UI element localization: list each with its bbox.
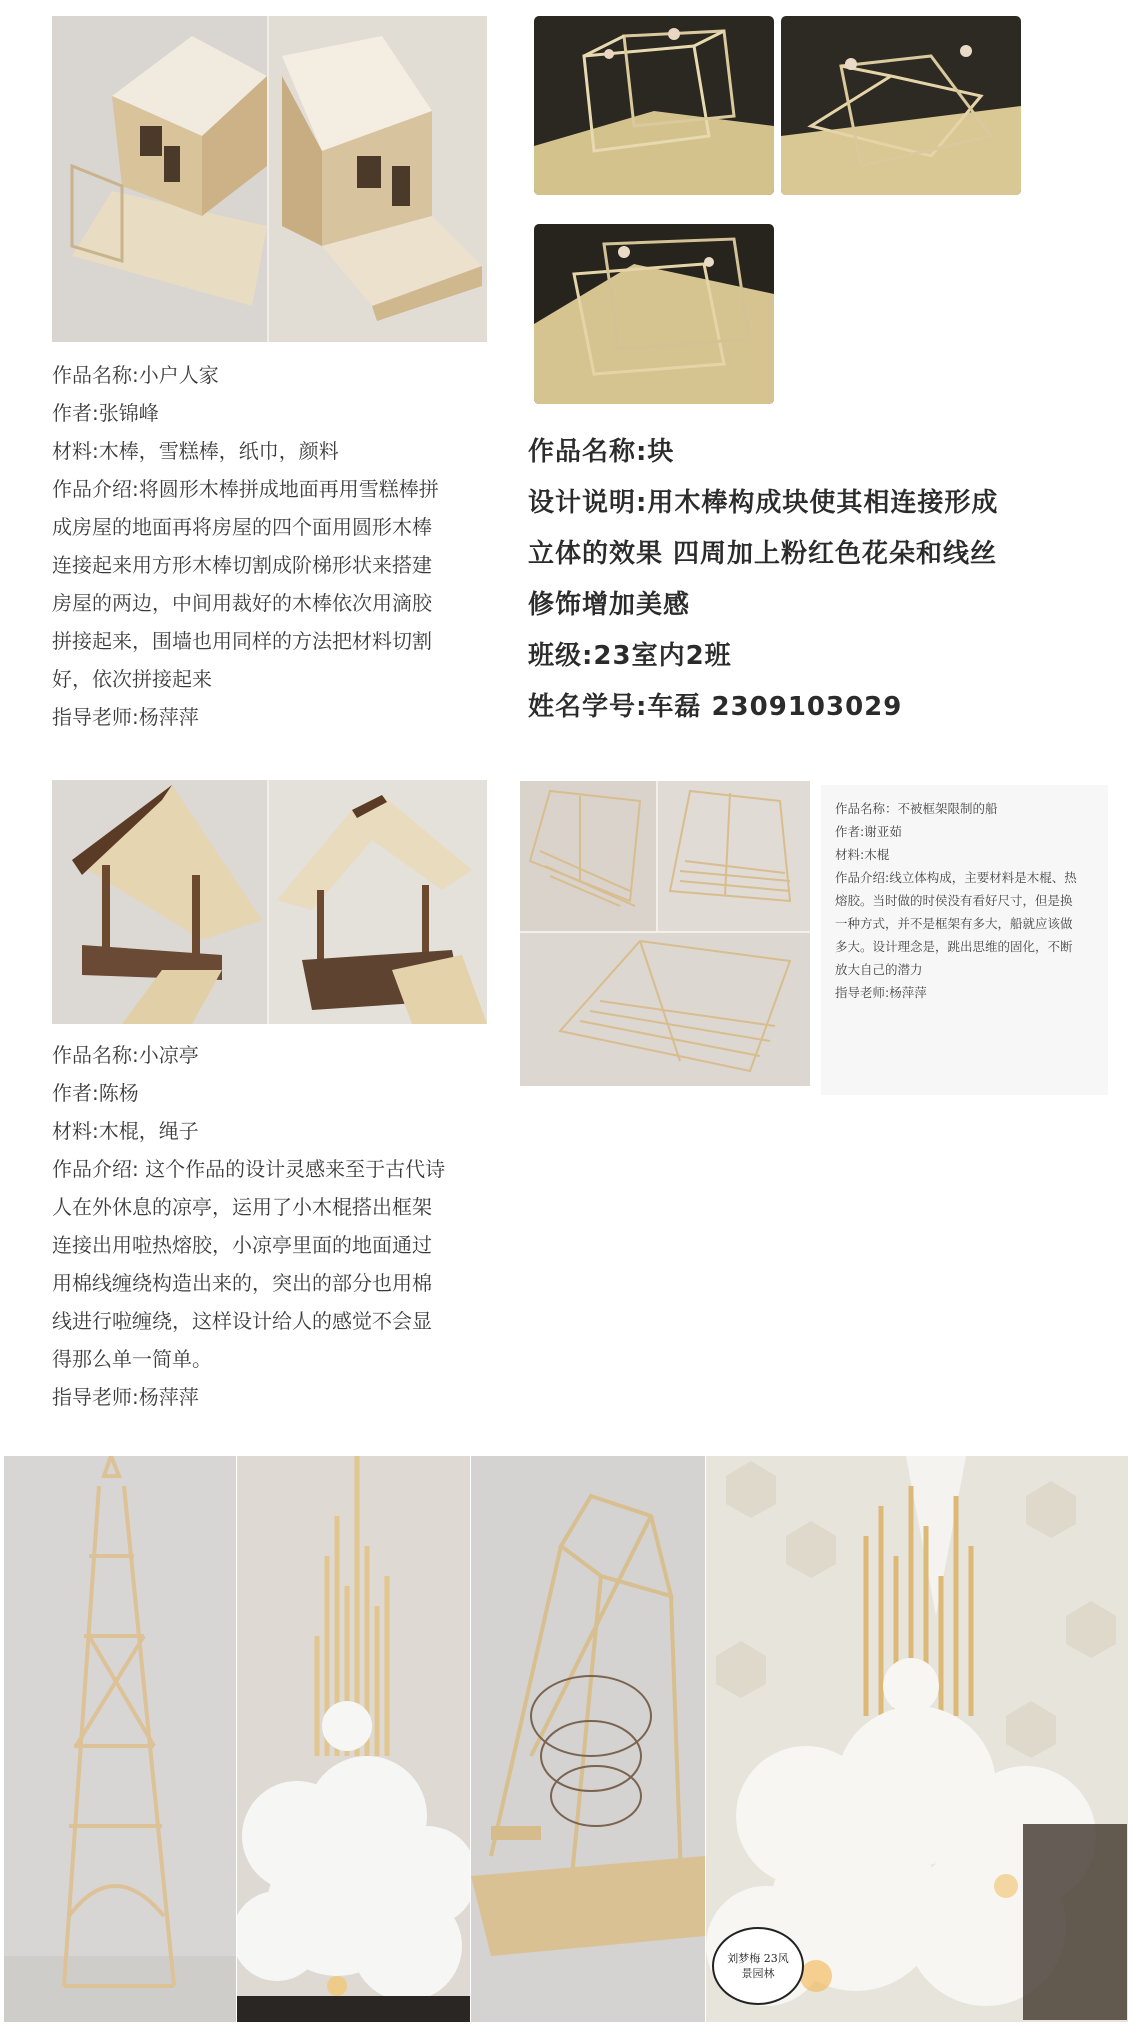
work1-name: 作品名称:小户人家 [52,363,219,387]
work2-design-line: 修饰增加美感 [528,590,691,620]
work4-card [821,785,1108,1095]
poster-text-panel [1023,1824,1127,2020]
block-model-photo-3 [534,224,774,404]
work1-description [52,356,492,736]
work2-class: 班级:23室内2班 [528,641,732,671]
work4-teacher: 指导老师:杨萍萍 [835,985,927,1000]
work2-design-line: 设计说明:用木棒构成块使其相连接形成 [528,488,999,518]
work1-intro-line: 房屋的两边，中间用裁好的木棒依次用滴胶 [52,591,432,615]
work3-materials: 材料:木棍，绳子 [52,1119,199,1143]
work4-intro-line: 熔胶。当时做的时侯没有看好尺寸，但是换 [835,893,1073,908]
work1-intro-line: 拼接起来，围墙也用同样的方法把材料切割 [52,629,432,653]
spiral-frame-model-photo [471,1456,705,2022]
work2-student: 姓名学号:车磊 2309103029 [528,692,903,722]
block-model-photo-2 [781,16,1021,195]
work3-description [52,1036,502,1416]
work4-intro-line: 多大。设计理念是，跳出思维的固化，不断 [835,939,1073,954]
block-model-photo-1 [534,16,774,195]
tower-model-photo [4,1456,236,2022]
work3-intro-line: 用棉线缠绕构造出来的，突出的部分也用棉 [52,1271,432,1295]
work3-intro-line: 得那么单一简单。 [52,1347,212,1371]
work2-name: 作品名称:块 [528,437,675,467]
cloud-city-model-photo [237,1456,470,2022]
work3-intro-line: 线进行啦缠绕，这样设计给人的感觉不会显 [52,1309,432,1333]
work3-intro-line: 人在外休息的凉亭，运用了小木棍搭出框架 [52,1195,432,1219]
pavilion-model-photo [52,780,487,1024]
work3-intro-line: 作品介绍: 这个作品的设计灵感来至于古代诗 [52,1157,446,1181]
work4-description [835,797,1105,1004]
work4-intro-line: 作品介绍:线立体构成，主要材料是木棍、热 [835,870,1077,885]
work3-name: 作品名称:小凉亭 [52,1043,199,1067]
work1-materials: 材料:木棒，雪糕棒，纸巾，颜料 [52,439,339,463]
work4-intro-line: 一种方式，并不是框架有多大，船就应该做 [835,916,1073,931]
work1-teacher: 指导老师:杨萍萍 [52,705,199,729]
work3-intro-line: 连接出用啦热熔胶，小凉亭里面的地面通过 [52,1233,432,1257]
work1-intro-line: 成房屋的地面再将房屋的四个面用圆形木棒 [52,515,432,539]
work4-intro-line: 放大自己的潜力 [835,962,923,977]
work3-author: 作者:陈杨 [52,1081,139,1105]
work1-author: 作者:张锦峰 [52,401,159,425]
work1-intro-line: 好，依次拼接起来 [52,667,212,691]
work2-description [528,427,1088,733]
work2-design-line: 立体的效果 四周加上粉红色花朵和线丝 [528,539,998,569]
house-model-photo [52,16,487,342]
work4-author: 作者:谢亚茹 [835,824,902,839]
work4-name: 作品名称：不被框架限制的船 [835,801,998,816]
work3-teacher: 指导老师:杨萍萍 [52,1385,199,1409]
work1-intro-line: 连接起来用方形木棒切割成阶梯形状来搭建 [52,553,432,577]
handnote-text: 刘梦梅 23风景园林 [727,1952,789,1980]
work4-materials: 材料:木棍 [835,847,890,862]
handwritten-name-tag [712,1927,804,2005]
work1-intro-line: 作品介绍:将圆形木棒拼成地面再用雪糕棒拼 [52,477,439,501]
boat-model-photo [520,781,810,1086]
